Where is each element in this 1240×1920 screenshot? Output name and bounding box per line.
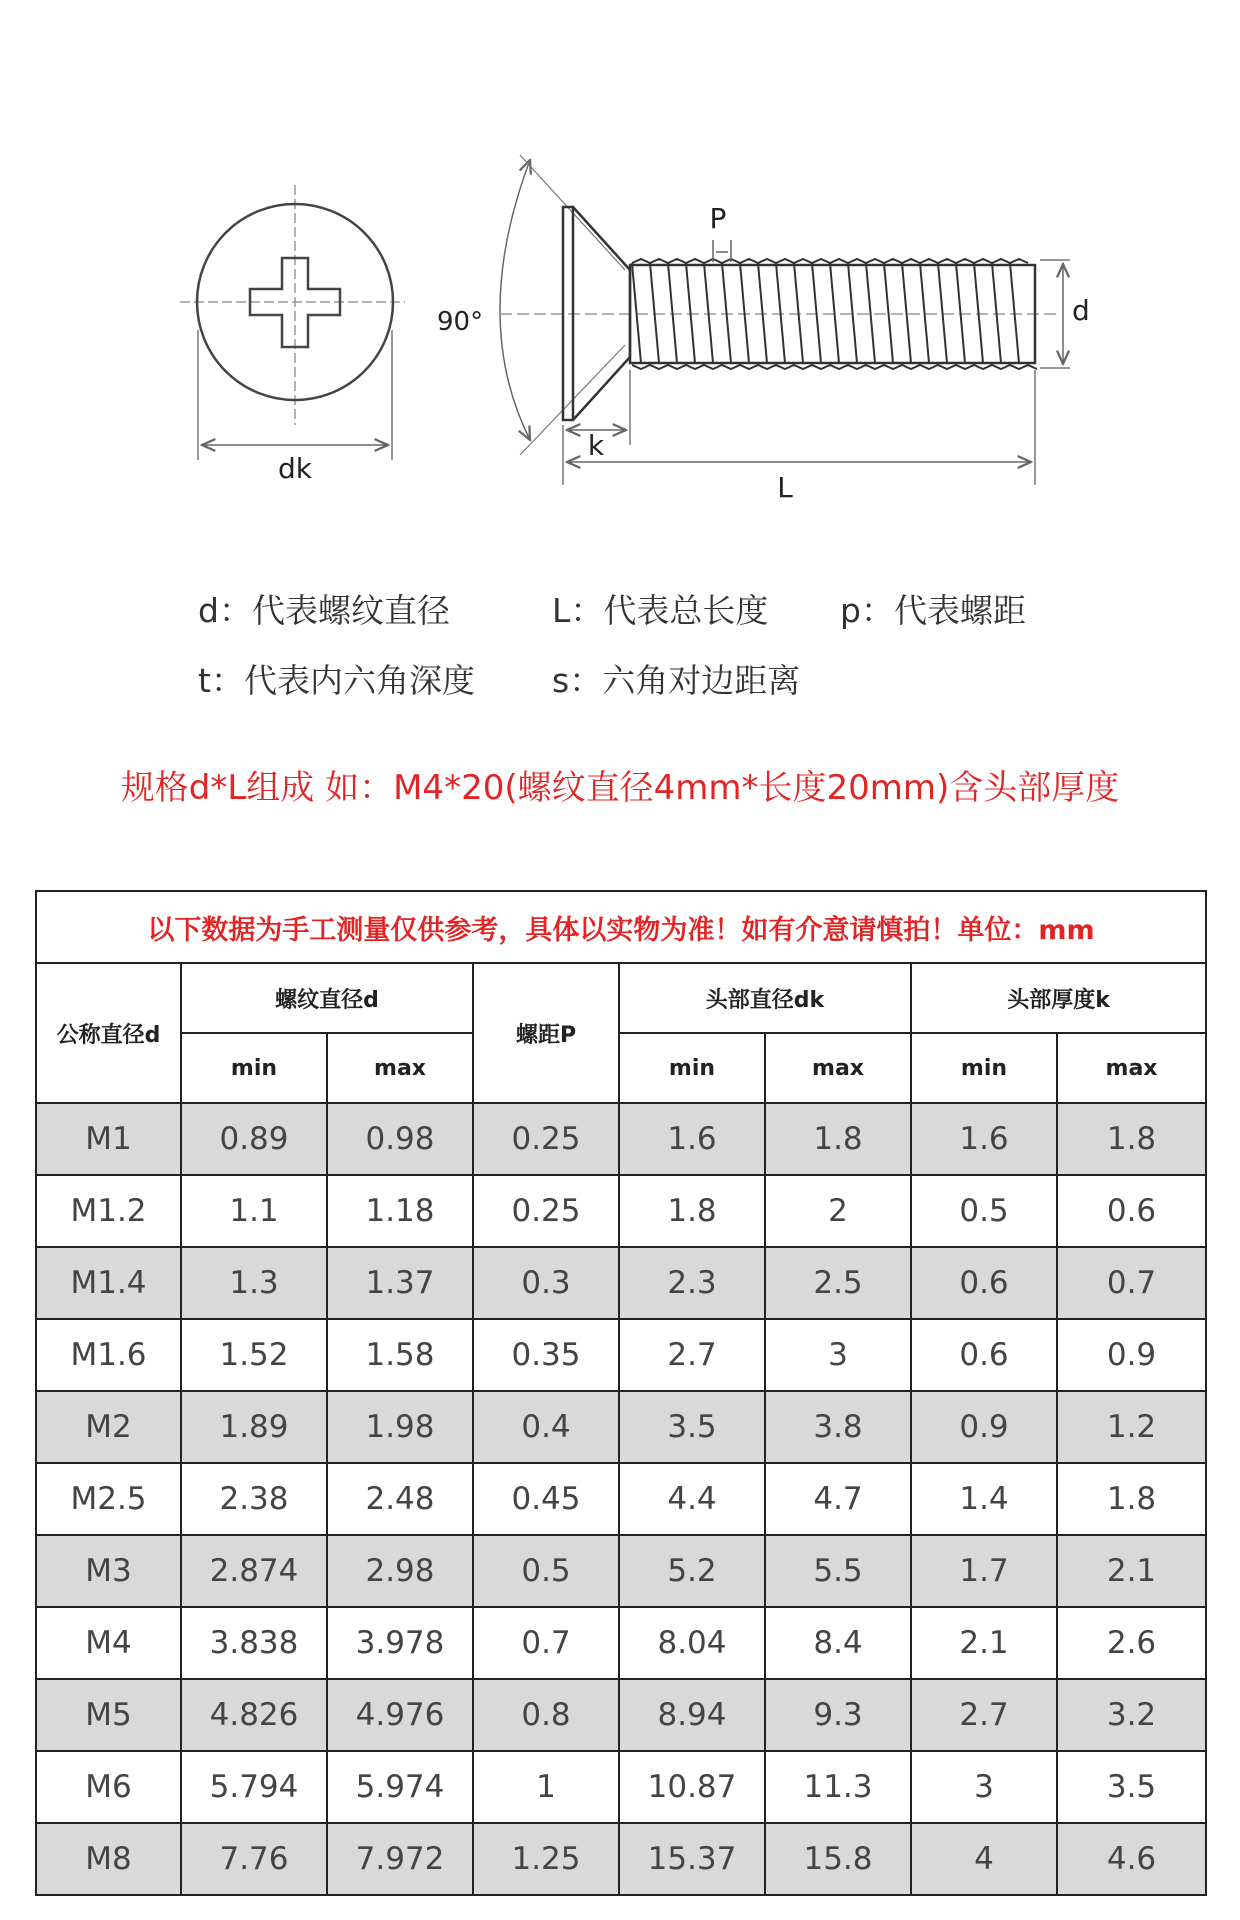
table-cell: 0.9 [911, 1391, 1057, 1463]
table-cell: 3.978 [327, 1607, 473, 1679]
table-body [36, 1103, 1206, 1895]
table-cell: 0.9 [1057, 1319, 1206, 1391]
table-cell: 0.98 [327, 1103, 473, 1175]
table-cell: 1.89 [181, 1391, 327, 1463]
table-cell: 1.25 [473, 1823, 619, 1895]
table-cell-size: M1.2 [36, 1175, 181, 1247]
table-cell: 1.3 [181, 1247, 327, 1319]
table-row [36, 1751, 1206, 1823]
table-cell: 3.838 [181, 1607, 327, 1679]
table-cell: 1.37 [327, 1247, 473, 1319]
table-cell-size: M1.6 [36, 1319, 181, 1391]
table-row [36, 1463, 1206, 1535]
table-cell: 1.8 [765, 1103, 911, 1175]
table-cell: 5.2 [619, 1535, 765, 1607]
table-cell: 2.7 [911, 1679, 1057, 1751]
table-cell: 0.35 [473, 1319, 619, 1391]
table-cell: 1.8 [1057, 1463, 1206, 1535]
table-cell: 4 [911, 1823, 1057, 1895]
table-cell-size: M2 [36, 1391, 181, 1463]
head-top-view [180, 185, 405, 460]
table-cell: 8.94 [619, 1679, 765, 1751]
table-cell: 4.4 [619, 1463, 765, 1535]
table-cell: 2.98 [327, 1535, 473, 1607]
table-cell: 0.7 [473, 1607, 619, 1679]
table-cell: 1.1 [181, 1175, 327, 1247]
table-cell: 0.8 [473, 1679, 619, 1751]
table-cell: 4.7 [765, 1463, 911, 1535]
table-cell: 1 [473, 1751, 619, 1823]
legend-t: t：代表内六角深度 [198, 661, 475, 700]
table-cell: 0.89 [181, 1103, 327, 1175]
table-cell: 2.874 [181, 1535, 327, 1607]
table-cell: 8.4 [765, 1607, 911, 1679]
table-row [36, 1319, 1206, 1391]
legend-s: s：六角对边距离 [552, 661, 801, 700]
legend-p: p：代表螺距 [840, 591, 1026, 630]
table-cell: 0.7 [1057, 1247, 1206, 1319]
table-cell-size: M3 [36, 1535, 181, 1607]
table-cell: 2.7 [619, 1319, 765, 1391]
table-cell: 1.6 [619, 1103, 765, 1175]
header-min: min [619, 1033, 765, 1103]
table-cell: 2.6 [1057, 1607, 1206, 1679]
table-cell: 3.5 [1057, 1751, 1206, 1823]
table-cell-size: M2.5 [36, 1463, 181, 1535]
table-cell: 1.18 [327, 1175, 473, 1247]
label-angle: 90° [437, 307, 484, 337]
table-cell: 1.98 [327, 1391, 473, 1463]
table-cell: 7.76 [181, 1823, 327, 1895]
table-cell-size: M1 [36, 1103, 181, 1175]
legend-L: L：代表总长度 [552, 591, 769, 630]
table-cell: 7.972 [327, 1823, 473, 1895]
table-cell: 5.5 [765, 1535, 911, 1607]
table-cell: 1.8 [1057, 1103, 1206, 1175]
table-cell: 2.1 [1057, 1535, 1206, 1607]
table-cell: 2 [765, 1175, 911, 1247]
spec-table [35, 890, 1207, 1896]
table-cell: 3 [765, 1319, 911, 1391]
screw-dimension-diagram [0, 0, 1240, 520]
header-head-diameter: 头部直径dk [619, 963, 911, 1033]
header-head-thickness: 头部厚度k [911, 963, 1206, 1033]
table-cell: 0.5 [473, 1535, 619, 1607]
table-cell: 0.4 [473, 1391, 619, 1463]
table-cell: 3 [911, 1751, 1057, 1823]
label-L: L [777, 471, 793, 504]
table-cell: 2.1 [911, 1607, 1057, 1679]
table-cell: 0.3 [473, 1247, 619, 1319]
table-cell: 1.6 [911, 1103, 1057, 1175]
header-max: max [327, 1033, 473, 1103]
label-dk: dk [278, 452, 312, 485]
table-cell-size: M5 [36, 1679, 181, 1751]
table-cell-size: M8 [36, 1823, 181, 1895]
table-cell: 2.3 [619, 1247, 765, 1319]
table-cell: 11.3 [765, 1751, 911, 1823]
screw-side-view [500, 155, 1070, 485]
table-notice: 以下数据为手工测量仅供参考，具体以实物为准！如有介意请慎拍！单位：mm [36, 891, 1206, 963]
table-cell: 8.04 [619, 1607, 765, 1679]
table-cell: 2.38 [181, 1463, 327, 1535]
table-cell: 15.8 [765, 1823, 911, 1895]
header-nominal-diameter: 公称直径d [36, 963, 181, 1103]
table-cell: 0.6 [911, 1319, 1057, 1391]
table-cell: 2.48 [327, 1463, 473, 1535]
table-row [36, 1175, 1206, 1247]
table-cell: 2.5 [765, 1247, 911, 1319]
table-row [36, 1391, 1206, 1463]
table-cell: 4.6 [1057, 1823, 1206, 1895]
table-cell: 1.52 [181, 1319, 327, 1391]
table-row [36, 1607, 1206, 1679]
header-min: min [181, 1033, 327, 1103]
header-max: max [1057, 1033, 1206, 1103]
table-cell: 1.8 [619, 1175, 765, 1247]
table-cell: 0.25 [473, 1175, 619, 1247]
table-cell-size: M6 [36, 1751, 181, 1823]
table-cell: 0.5 [911, 1175, 1057, 1247]
table-row [36, 1247, 1206, 1319]
label-d: d [1072, 294, 1090, 327]
table-cell: 0.6 [911, 1247, 1057, 1319]
table-cell: 0.25 [473, 1103, 619, 1175]
header-max: max [765, 1033, 911, 1103]
header-pitch: 螺距P [473, 963, 619, 1103]
legend-d: d：代表螺纹直径 [198, 591, 450, 630]
table-row [36, 1679, 1206, 1751]
table-cell: 5.794 [181, 1751, 327, 1823]
table-cell: 0.45 [473, 1463, 619, 1535]
table-cell: 3.5 [619, 1391, 765, 1463]
table-cell: 15.37 [619, 1823, 765, 1895]
table-cell: 3.8 [765, 1391, 911, 1463]
table-cell: 4.976 [327, 1679, 473, 1751]
table-row [36, 1823, 1206, 1895]
table-cell: 4.826 [181, 1679, 327, 1751]
table-cell: 1.7 [911, 1535, 1057, 1607]
label-k: k [587, 429, 605, 462]
table-cell: 1.2 [1057, 1391, 1206, 1463]
table-cell: 0.6 [1057, 1175, 1206, 1247]
header-thread-diameter: 螺纹直径d [181, 963, 473, 1033]
table-cell: 9.3 [765, 1679, 911, 1751]
table-cell: 5.974 [327, 1751, 473, 1823]
table-cell-size: M4 [36, 1607, 181, 1679]
table-cell: 3.2 [1057, 1679, 1206, 1751]
spec-note: 规格d*L组成 如：M4*20(螺纹直径4mm*长度20mm)含头部厚度 [120, 768, 1120, 808]
table-cell: 1.4 [911, 1463, 1057, 1535]
table-cell: 1.58 [327, 1319, 473, 1391]
table-row [36, 1103, 1206, 1175]
table-cell: 10.87 [619, 1751, 765, 1823]
header-min: min [911, 1033, 1057, 1103]
table-row [36, 1535, 1206, 1607]
table-cell-size: M1.4 [36, 1247, 181, 1319]
label-p: P [709, 202, 727, 235]
